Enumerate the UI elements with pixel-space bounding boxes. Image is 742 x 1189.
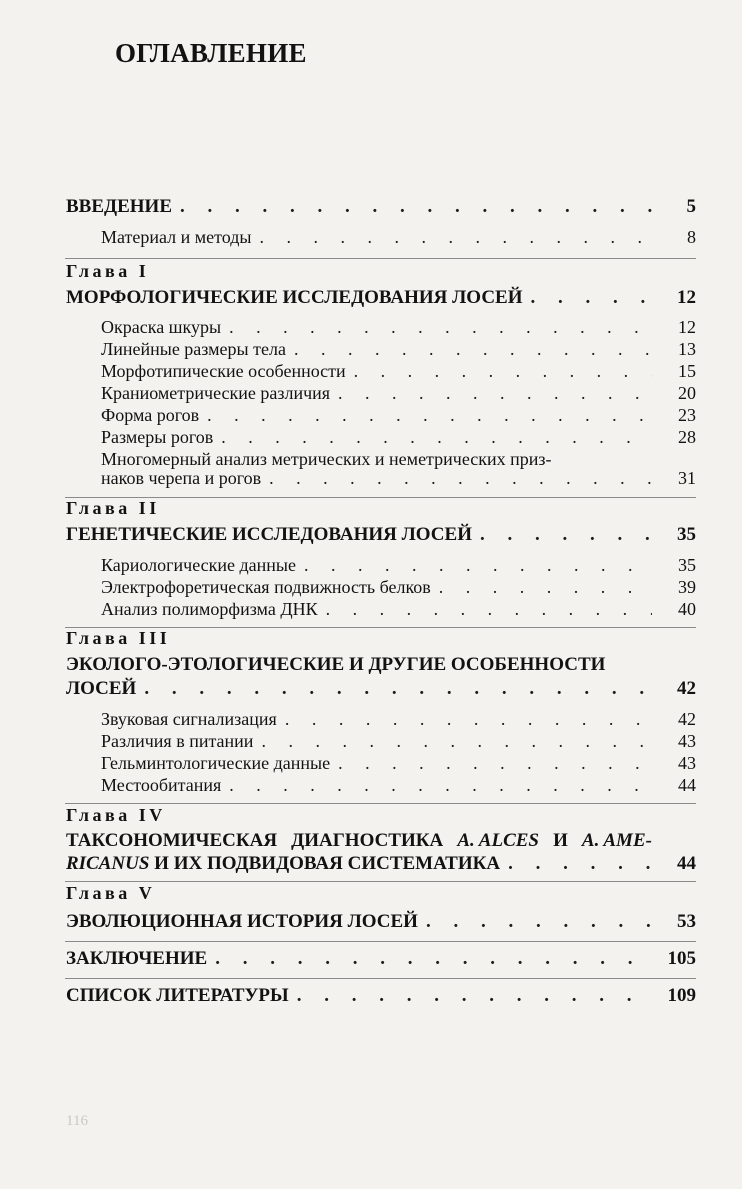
chapter-heading-2: Глава II <box>66 498 160 518</box>
toc-entry-page: 43 <box>678 753 696 773</box>
title-word: И <box>553 830 568 851</box>
toc-entry-page: 40 <box>678 599 696 619</box>
toc-entry-label: ВВЕДЕНИЕ <box>66 196 172 217</box>
leader-dots <box>221 317 652 338</box>
toc-entry-chapter-5[interactable] <box>66 911 696 937</box>
toc-entry-page: 39 <box>678 577 696 597</box>
leader-dots <box>277 709 652 730</box>
leader-dots <box>172 196 652 218</box>
toc-entry-page: 44 <box>677 853 696 874</box>
leader-dots <box>330 383 652 404</box>
toc-entry-introduction[interactable] <box>66 196 696 222</box>
toc-entry-label: ЛОСЕЙ <box>66 678 137 699</box>
toc-entry-page: 35 <box>678 555 696 575</box>
toc-entry-label: СПИСОК ЛИТЕРАТУРЫ <box>66 985 289 1006</box>
leader-dots <box>199 405 652 426</box>
toc-entry-page: 23 <box>678 405 696 425</box>
toc-entry-label: Звуковая сигнализация <box>101 709 277 729</box>
toc-entry-label: ГЕНЕТИЧЕСКИЕ ИССЛЕДОВАНИЯ ЛОСЕЙ <box>66 524 472 545</box>
toc-entry-page: 13 <box>678 339 696 359</box>
leader-dots <box>286 339 652 360</box>
toc-entry-label: МОРФОЛОГИЧЕСКИЕ ИССЛЕДОВАНИЯ ЛОСЕЙ <box>66 287 523 308</box>
toc-entry-page: 5 <box>686 196 696 217</box>
toc-entry-page: 28 <box>678 427 696 447</box>
toc-entry-page: 44 <box>678 775 696 795</box>
toc-entry-chapter-4[interactable] <box>66 853 696 879</box>
toc-entry-chapter-1[interactable] <box>66 287 696 313</box>
toc-entry-label: Морфотипические особенности <box>101 361 346 381</box>
chapter-4-title-line1 <box>66 830 652 852</box>
page-number: 116 <box>66 1113 88 1129</box>
toc-entry-label: ЭВОЛЮЦИОННАЯ ИСТОРИЯ ЛОСЕЙ <box>66 911 418 932</box>
chapter-heading-1: Глава I <box>66 261 150 281</box>
toc-entry-label: Материал и методы <box>101 227 252 247</box>
toc-entry-references[interactable] <box>66 985 696 1011</box>
toc-entry-chapter-2[interactable] <box>66 524 696 550</box>
toc-entry-label: Различия в питании <box>101 731 254 751</box>
toc-entry-label: Окраска шкуры <box>101 317 222 337</box>
toc-entry-page: 12 <box>677 287 696 308</box>
toc-entry-label: Анализ полиморфизма ДНК <box>101 599 318 619</box>
leader-dots <box>346 361 652 382</box>
leader-dots <box>500 853 652 875</box>
leader-dots <box>252 227 652 248</box>
toc-entry-label: Форма рогов <box>101 405 200 425</box>
section-divider <box>65 803 696 804</box>
leader-dots <box>330 753 652 774</box>
page-title: ОГЛАВЛЕНИЕ <box>115 38 307 68</box>
leader-dots <box>523 287 653 309</box>
title-rest: И ИХ ПОДВИДОВАЯ СИСТЕМАТИКА <box>149 853 501 874</box>
toc-entry-page: 42 <box>677 678 696 699</box>
toc-entry-multivariate-line1: Многомерный анализ метрических и неметрических приз- <box>101 449 552 469</box>
toc-entry-page: 105 <box>667 948 696 969</box>
leader-dots <box>136 678 652 700</box>
leader-dots <box>472 524 652 546</box>
toc-entry-page: 8 <box>687 227 696 247</box>
chapter-heading-3: Глава III <box>66 628 171 648</box>
title-word: ТАКСОНОМИЧЕСКАЯ <box>66 830 278 851</box>
leader-dots <box>253 731 652 752</box>
toc-entry-page: 42 <box>678 709 696 729</box>
leader-dots <box>213 427 652 448</box>
toc-entry-label: Размеры рогов <box>101 427 214 447</box>
toc-entry-page: 43 <box>678 731 696 751</box>
toc-entry-page: 12 <box>678 317 696 337</box>
toc-entry-label: Электрофоретическая подвижность белков <box>101 577 431 597</box>
section-divider <box>65 941 696 942</box>
leader-dots <box>289 985 652 1007</box>
toc-entry-label: Линейные размеры тела <box>101 339 286 359</box>
toc-entry-label: Кариологические данные <box>101 555 296 575</box>
leader-dots <box>221 775 652 796</box>
toc-entry-page: 109 <box>667 985 696 1006</box>
toc-entry-label <box>66 853 500 875</box>
toc-entry-conclusion[interactable] <box>66 948 696 974</box>
toc-entry-multivariate[interactable] <box>101 468 696 494</box>
title-word: A. AME- <box>581 830 652 851</box>
title-word: A. ALCES <box>457 830 539 851</box>
toc-entry-habitats[interactable] <box>101 775 696 801</box>
toc-entry-page: 53 <box>677 911 696 932</box>
leader-dots <box>431 577 652 598</box>
chapter-heading-4: Глава IV <box>66 805 166 825</box>
toc-entry-label: Местообитания <box>101 775 222 795</box>
chapter-heading-5: Глава V <box>66 883 156 903</box>
toc-entry-page: 35 <box>677 524 696 545</box>
toc-entry-chapter-3[interactable] <box>66 678 696 704</box>
leader-dots <box>296 555 652 576</box>
section-divider <box>65 258 696 259</box>
toc-entry-label: наков черепа и рогов <box>101 468 262 488</box>
toc-entry-label: Краниометрические различия <box>101 383 331 403</box>
toc-entry-label: ЗАКЛЮЧЕНИЕ <box>66 948 208 969</box>
leader-dots <box>418 911 652 933</box>
leader-dots <box>207 948 652 970</box>
section-divider <box>65 881 696 882</box>
toc-entry-materials[interactable] <box>101 227 696 253</box>
leader-dots <box>261 468 652 489</box>
chapter-3-title-line1: ЭКОЛОГО-ЭТОЛОГИЧЕСКИЕ И ДРУГИЕ ОСОБЕННОСТИ <box>66 654 606 675</box>
toc-entry-label: Гельминтологические данные <box>101 753 331 773</box>
toc-entry-page: 20 <box>678 383 696 403</box>
toc-entry-page: 31 <box>678 468 696 488</box>
title-word: ДИАГНОСТИКА <box>291 830 444 851</box>
taxon-name: RICANUS <box>66 853 150 874</box>
section-divider <box>65 978 696 979</box>
toc-entry-dna-polymorphism[interactable] <box>101 599 696 625</box>
toc-entry-page: 15 <box>678 361 696 381</box>
leader-dots <box>318 599 652 620</box>
